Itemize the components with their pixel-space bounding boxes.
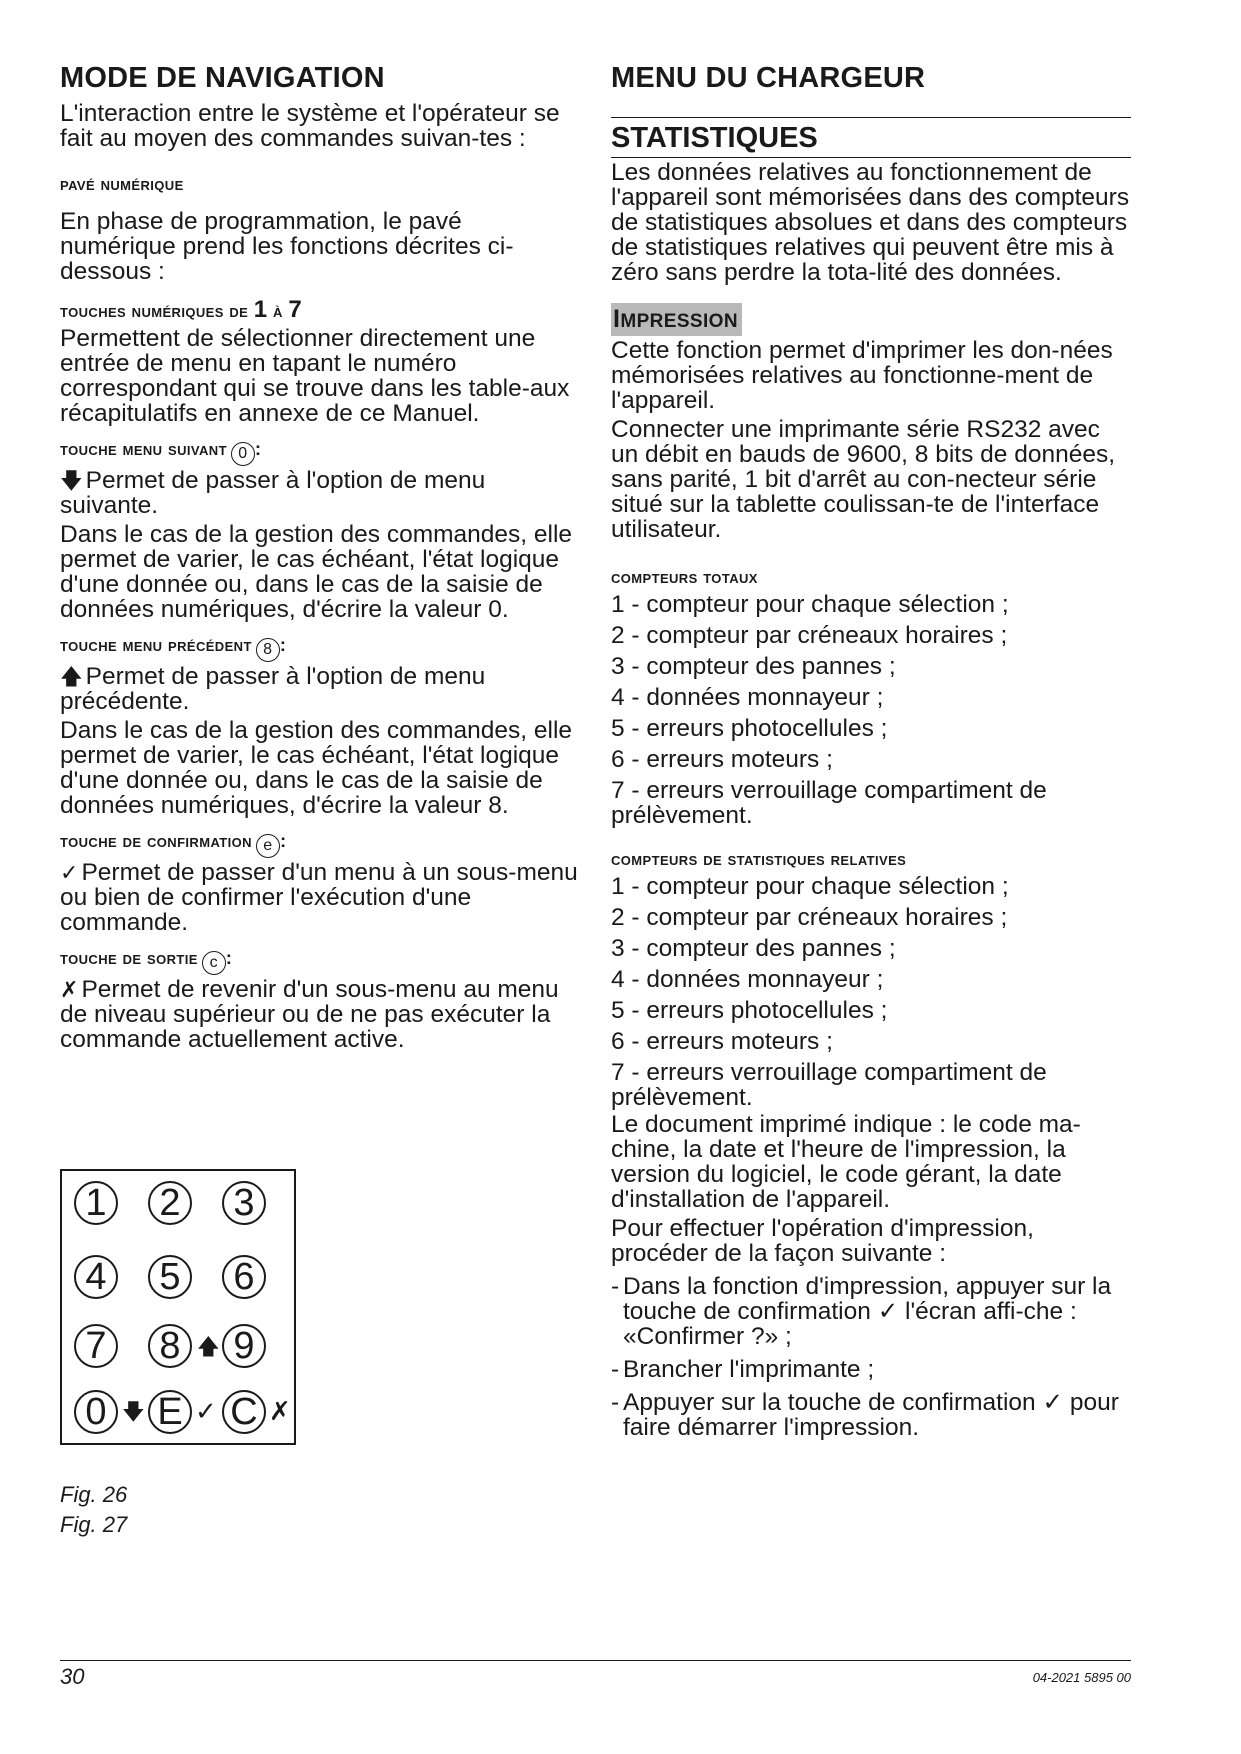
step2-text: Brancher l'imprimante ; — [623, 1356, 875, 1383]
procedure-step-1: - Dans la fonction d'impression, appuyer sur la touche de confirmation ✓ l'écran affi-che : «Confirmer ?» ; — [611, 1273, 1112, 1350]
list-item: 2 - compteur par créneaux horaires ; — [611, 622, 1008, 649]
sortie-text — [60, 977, 580, 1052]
precedent-text1 — [60, 664, 580, 714]
document-text: Le document imprimé indique : le code ma-chine, la date et l'heure de l'impression, la version du logiciel, le code gérant, la date d'installation de l'appareil. — [611, 1111, 1081, 1213]
document-code: 04-2021 5895 00 — [1032, 1670, 1131, 1685]
page-number: 30 — [60, 1664, 85, 1689]
key-8-symbol: 8 — [256, 638, 280, 662]
keypad-up-arrow-icon: 🡅 — [197, 1334, 220, 1359]
sortie-heading: touche de sortie c : — [60, 947, 580, 975]
procedure-step-2: - Brancher l'imprimante ; — [611, 1357, 1131, 1382]
list-item: 3 - compteur des pannes ; — [611, 935, 896, 962]
check-icon: ✓ — [60, 860, 79, 885]
step3-text-a: Appuyer sur la touche de confirmation — [623, 1389, 1036, 1416]
list-item: 1 - compteur pour chaque sélection ; — [611, 591, 1009, 618]
check-icon: ✓ — [877, 1298, 899, 1325]
keypad-key-4: 4 — [74, 1255, 118, 1299]
totaux-list — [611, 592, 1131, 828]
section-title-navigation: MODE DE NAVIGATION — [60, 62, 385, 94]
rule-bottom-statistiques — [611, 157, 1131, 158]
confirm-text-content: Permet de passer d'un menu à un sous-menu ou bien de confirmer l'exécution d'une commande. — [60, 859, 578, 936]
keypad-figure — [60, 1169, 296, 1445]
suivant-text1-content: Permet de passer à l'option de menu suivante. — [60, 467, 486, 519]
statistiques-title: STATISTIQUES — [611, 122, 818, 154]
procedure-text: Pour effectuer l'opération d'impression, procéder de la façon suivante : — [611, 1215, 1034, 1267]
pave-text: En phase de programmation, le pavé numérique prend les fonctions décrites ci-dessous : — [60, 208, 514, 285]
keypad-key-5: 5 — [148, 1255, 192, 1299]
list-item: 3 - compteur des pannes ; — [611, 653, 896, 680]
keypad-key-0: 0 — [74, 1390, 118, 1434]
impression-text1: Cette fonction permet d'imprimer les don-nées mémorisées relatives au fonctionne-ment de l'appareil. — [611, 337, 1113, 414]
up-arrow-icon: 🡅 — [60, 664, 83, 689]
relatives-list — [611, 874, 1131, 1110]
touches-heading-prefix: touches numériques de — [60, 300, 249, 321]
impression-text2: Connecter une imprimante série RS232 avec un débit en bauds de 9600, 8 bits de données, sans parité, 1 bit d'arrêt au con-necteur série situé sur la tablette coulissan-te de l'interface utilisateur. — [611, 416, 1116, 543]
list-item: 6 - erreurs moteurs ; — [611, 1028, 833, 1055]
keypad-key-3: 3 — [222, 1181, 266, 1225]
keypad-key-e: E — [148, 1390, 192, 1434]
list-item: 5 - erreurs photocellules ; — [611, 715, 888, 742]
list-item: 7 - erreurs verrouillage compartiment de prélèvement. — [611, 1059, 1047, 1111]
impression-label-rest: MPRESSION — [620, 311, 738, 332]
impression-label-first: I — [613, 305, 621, 333]
keypad-key-c: C — [222, 1390, 266, 1434]
list-item: 4 - données monnayeur ; — [611, 966, 884, 993]
sortie-text-content: Permet de revenir d'un sous-menu au menu de niveau supérieur ou de ne pas exécuter la commande actuellement active. — [60, 976, 559, 1053]
list-item: 6 - erreurs moteurs ; — [611, 746, 833, 773]
step3-text-b: pour faire démarrer l'impression. — [623, 1389, 1119, 1441]
check-icon: ✓ — [1042, 1389, 1063, 1416]
impression-heading — [611, 303, 1131, 336]
confirm-heading-label: touche de confirmation — [60, 830, 252, 851]
list-item: 4 - données monnayeur ; — [611, 684, 884, 711]
key-e-symbol: e — [256, 834, 280, 858]
touches-heading — [60, 296, 580, 324]
confirm-heading: touche de confirmation e : — [60, 830, 580, 858]
rule-top-statistiques — [611, 117, 1131, 118]
list-item: 5 - erreurs photocellules ; — [611, 997, 888, 1024]
list-item: 7 - erreurs verrouillage compartiment de prélèvement. — [611, 777, 1047, 829]
key-0-symbol: 0 — [231, 442, 255, 466]
suivant-heading: touche menu suivant 0 : — [60, 438, 580, 466]
figure-caption-26: Fig. 26 — [60, 1482, 128, 1507]
pave-heading: pavé numérique — [60, 173, 184, 194]
left-column — [60, 62, 580, 1052]
keypad-key-9: 9 — [222, 1324, 266, 1368]
step1-text-a: Dans la fonction d'impression, appuyer sur la touche de confirmation — [623, 1273, 1112, 1325]
right-column — [611, 62, 1131, 1440]
sortie-heading-label: touche de sortie — [60, 947, 198, 968]
impression-label — [611, 303, 742, 336]
list-item: 2 - compteur par créneaux horaires ; — [611, 904, 1008, 931]
section-title-menu-chargeur: MENU DU CHARGEUR — [611, 62, 926, 94]
statistiques-text: Les données relatives au fonctionnement de l'appareil sont mémorisées dans des compteurs de statistiques absolues et dans des compteurs de statistiques relatives qui peuvent être mis à zéro sans perdre la tota-lité des données. — [611, 159, 1130, 286]
confirm-text — [60, 860, 580, 935]
procedure-step-3: - Appuyer sur la touche de confirmation ✓ pour faire démarrer l'impression. — [611, 1389, 1119, 1441]
totaux-heading: compteurs totaux — [611, 566, 758, 587]
keypad-key-6: 6 — [222, 1255, 266, 1299]
touches-text: Permettent de sélectionner directement une entrée de menu en tapant le numéro correspondant qui se trouve dans les table-aux récapitulatifs en annexe de ce Manuel. — [60, 325, 570, 427]
key-c-symbol: c — [202, 951, 226, 975]
cross-icon: ✗ — [60, 977, 79, 1002]
precedent-heading: touche menu précédent 8 : — [60, 634, 580, 662]
precedent-heading-label: touche menu précédent — [60, 634, 252, 655]
precedent-text2: Dans le cas de la gestion des commandes, elle permet de varier, le cas échéant, l'état logique d'une donnée ou, dans le cas de la saisie de données numériques, d'écrire la valeur 8. — [60, 717, 573, 819]
suivant-text2: Dans le cas de la gestion des commandes, elle permet de varier, le cas échéant, l'état logique d'une donnée ou, dans le cas de la saisie de données numériques, d'écrire la valeur 0. — [60, 521, 573, 623]
list-item: 1 - compteur pour chaque sélection ; — [611, 873, 1009, 900]
touches-heading-from: 1 — [253, 296, 268, 323]
relatives-heading: compteurs de statistiques relatives — [611, 848, 907, 869]
suivant-text1 — [60, 468, 580, 518]
keypad-key-8: 8 — [148, 1324, 192, 1368]
touches-heading-to: 7 — [288, 296, 303, 323]
suivant-heading-label: touche menu suivant — [60, 438, 227, 459]
touches-heading-mid: à — [273, 300, 283, 321]
keypad-key-1: 1 — [74, 1181, 118, 1225]
keypad-cross-icon: ✗ — [269, 1396, 291, 1426]
keypad-down-arrow-icon: 🡇 — [122, 1399, 145, 1424]
footer-rule — [60, 1660, 1131, 1661]
step1-text-b: l'écran affi-che : «Confirmer ?» ; — [623, 1298, 1077, 1350]
intro-text: L'interaction entre le système et l'opérateur se fait au moyen des commandes suivan-tes : — [60, 100, 560, 152]
keypad-check-icon: ✓ — [195, 1396, 217, 1426]
keypad-key-7: 7 — [74, 1324, 118, 1368]
down-arrow-icon: 🡇 — [60, 468, 83, 493]
figure-caption-27: Fig. 27 — [60, 1512, 128, 1537]
keypad-key-2: 2 — [148, 1181, 192, 1225]
precedent-text1-content: Permet de passer à l'option de menu précédente. — [60, 663, 486, 715]
